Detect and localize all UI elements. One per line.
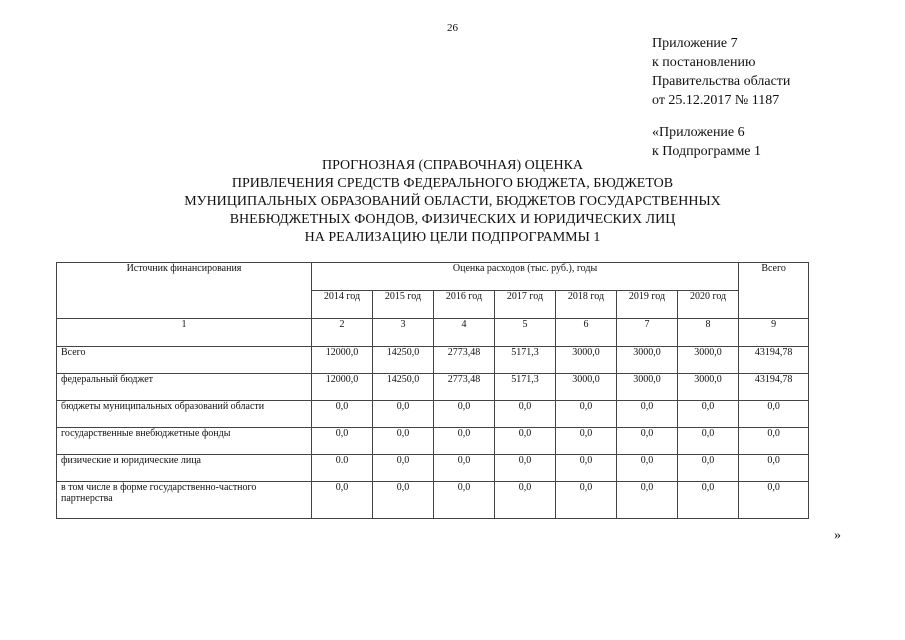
table-cell: 0,0 (678, 428, 739, 455)
table-cell: 0,0 (678, 482, 739, 519)
table-cell: 3000,0 (617, 347, 678, 374)
year-header: 2020 год (678, 291, 739, 319)
title-line: ПРОГНОЗНАЯ (СПРАВОЧНАЯ) ОЦЕНКА (321, 158, 584, 173)
table-cell: 0,0 (434, 455, 495, 482)
table-cell-total: 0,0 (739, 455, 809, 482)
row-label: бюджеты муниципальных образований области (57, 401, 312, 428)
table-cell: 3000,0 (678, 374, 739, 401)
table-cell: 0,0 (678, 401, 739, 428)
document-title (0, 157, 905, 247)
table-cell-total: 0,0 (739, 401, 809, 428)
table-cell-total: 0,0 (739, 482, 809, 519)
title-line: НА РЕАЛИЗАЦИЮ ЦЕЛИ ПОДПРОГРАММЫ 1 (304, 230, 601, 245)
table-cell: 0,0 (373, 455, 434, 482)
column-index: 1 (57, 319, 312, 347)
year-header: 2014 год (312, 291, 373, 319)
table-cell: 3000,0 (617, 374, 678, 401)
table-cell: 0,0 (312, 482, 373, 519)
table-cell: 14250,0 (373, 347, 434, 374)
column-index: 2 (312, 319, 373, 347)
title-line: ПРИВЛЕЧЕНИЯ СРЕДСТВ ФЕДЕРАЛЬНОГО БЮДЖЕТА, БЮДЖЕТОВ (231, 176, 674, 191)
table-cell: 14250,0 (373, 374, 434, 401)
year-header: 2017 год (495, 291, 556, 319)
appendix-7-line: Правительства области (652, 74, 791, 89)
header-total: Всего (739, 263, 809, 319)
table-cell: 3000,0 (556, 374, 617, 401)
closing-quote: » (834, 528, 841, 543)
column-index: 4 (434, 319, 495, 347)
table-cell: 0.0 (312, 455, 373, 482)
table-cell: 0,0 (617, 428, 678, 455)
table-row (57, 401, 809, 428)
table-row (57, 428, 809, 455)
table-cell: 0,0 (373, 428, 434, 455)
table-cell: 0,0 (434, 401, 495, 428)
table-cell: 0,0 (556, 455, 617, 482)
table-cell: 0,0 (434, 428, 495, 455)
column-index: 7 (617, 319, 678, 347)
table-cell: 0,0 (556, 428, 617, 455)
appendix-7-line: от 25.12.2017 № 1187 (652, 93, 780, 108)
title-line: ВНЕБЮДЖЕТНЫХ ФОНДОВ, ФИЗИЧЕСКИХ И ЮРИДИЧЕСКИХ ЛИЦ (229, 212, 676, 227)
row-label: в том числе в форме государственно-частного партнерства (57, 482, 312, 519)
table-cell: 2773,48 (434, 347, 495, 374)
header-source: Источник финансирования (57, 263, 312, 319)
table-row (57, 455, 809, 482)
appendix-7-block (652, 34, 790, 110)
table-cell: 0,0 (312, 428, 373, 455)
page-number: 26 (447, 22, 458, 34)
table-cell: 0,0 (556, 482, 617, 519)
table-cell: 5171,3 (495, 347, 556, 374)
table-cell: 5171,3 (495, 374, 556, 401)
appendix-7-line: Приложение 7 (652, 36, 738, 51)
year-header: 2016 год (434, 291, 495, 319)
appendix-6-block (652, 123, 761, 161)
column-index: 9 (739, 319, 809, 347)
year-header: 2018 год (556, 291, 617, 319)
appendix-6-line: «Приложение 6 (652, 125, 745, 140)
table-cell: 12000,0 (312, 374, 373, 401)
header-estimate: Оценка расходов (тыс. руб.), годы (312, 263, 739, 291)
funding-table (56, 262, 809, 519)
table-row (57, 482, 809, 519)
year-header: 2019 год (617, 291, 678, 319)
appendix-7-line: к постановлению (652, 55, 756, 70)
table-cell: 0,0 (617, 455, 678, 482)
table-cell: 0,0 (617, 401, 678, 428)
table-cell: 0,0 (495, 455, 556, 482)
table-cell-total: 43194,78 (739, 374, 809, 401)
table-cell: 2773,48 (434, 374, 495, 401)
table-cell: 0,0 (495, 401, 556, 428)
row-label: физические и юридические лица (57, 455, 312, 482)
table-cell: 0,0 (495, 482, 556, 519)
title-line: МУНИЦИПАЛЬНЫХ ОБРАЗОВАНИЙ ОБЛАСТИ, БЮДЖЕТОВ ГОСУДАРСТВЕННЫХ (184, 194, 721, 209)
column-index: 3 (373, 319, 434, 347)
table-cell: 3000,0 (678, 347, 739, 374)
table-cell: 0,0 (556, 401, 617, 428)
row-label: государственные внебюджетные фонды (57, 428, 312, 455)
column-index: 5 (495, 319, 556, 347)
table-row (57, 374, 809, 401)
table-cell: 0,0 (678, 455, 739, 482)
year-header: 2015 год (373, 291, 434, 319)
appendix-6-line: к Подпрограмме 1 (652, 144, 762, 159)
table-cell: 0,0 (434, 482, 495, 519)
column-index: 8 (678, 319, 739, 347)
table-cell: 0,0 (617, 482, 678, 519)
table-cell-total: 0,0 (739, 428, 809, 455)
table-cell: 0,0 (312, 401, 373, 428)
column-index-row (57, 319, 809, 347)
table-cell: 0,0 (495, 428, 556, 455)
row-label: Всего (57, 347, 312, 374)
table-row (57, 347, 809, 374)
header-row (57, 263, 809, 291)
table-cell: 0,0 (373, 401, 434, 428)
row-label: федеральный бюджет (57, 374, 312, 401)
table-cell: 3000,0 (556, 347, 617, 374)
table-cell: 0,0 (373, 482, 434, 519)
table-cell: 12000,0 (312, 347, 373, 374)
column-index: 6 (556, 319, 617, 347)
table-cell-total: 43194,78 (739, 347, 809, 374)
